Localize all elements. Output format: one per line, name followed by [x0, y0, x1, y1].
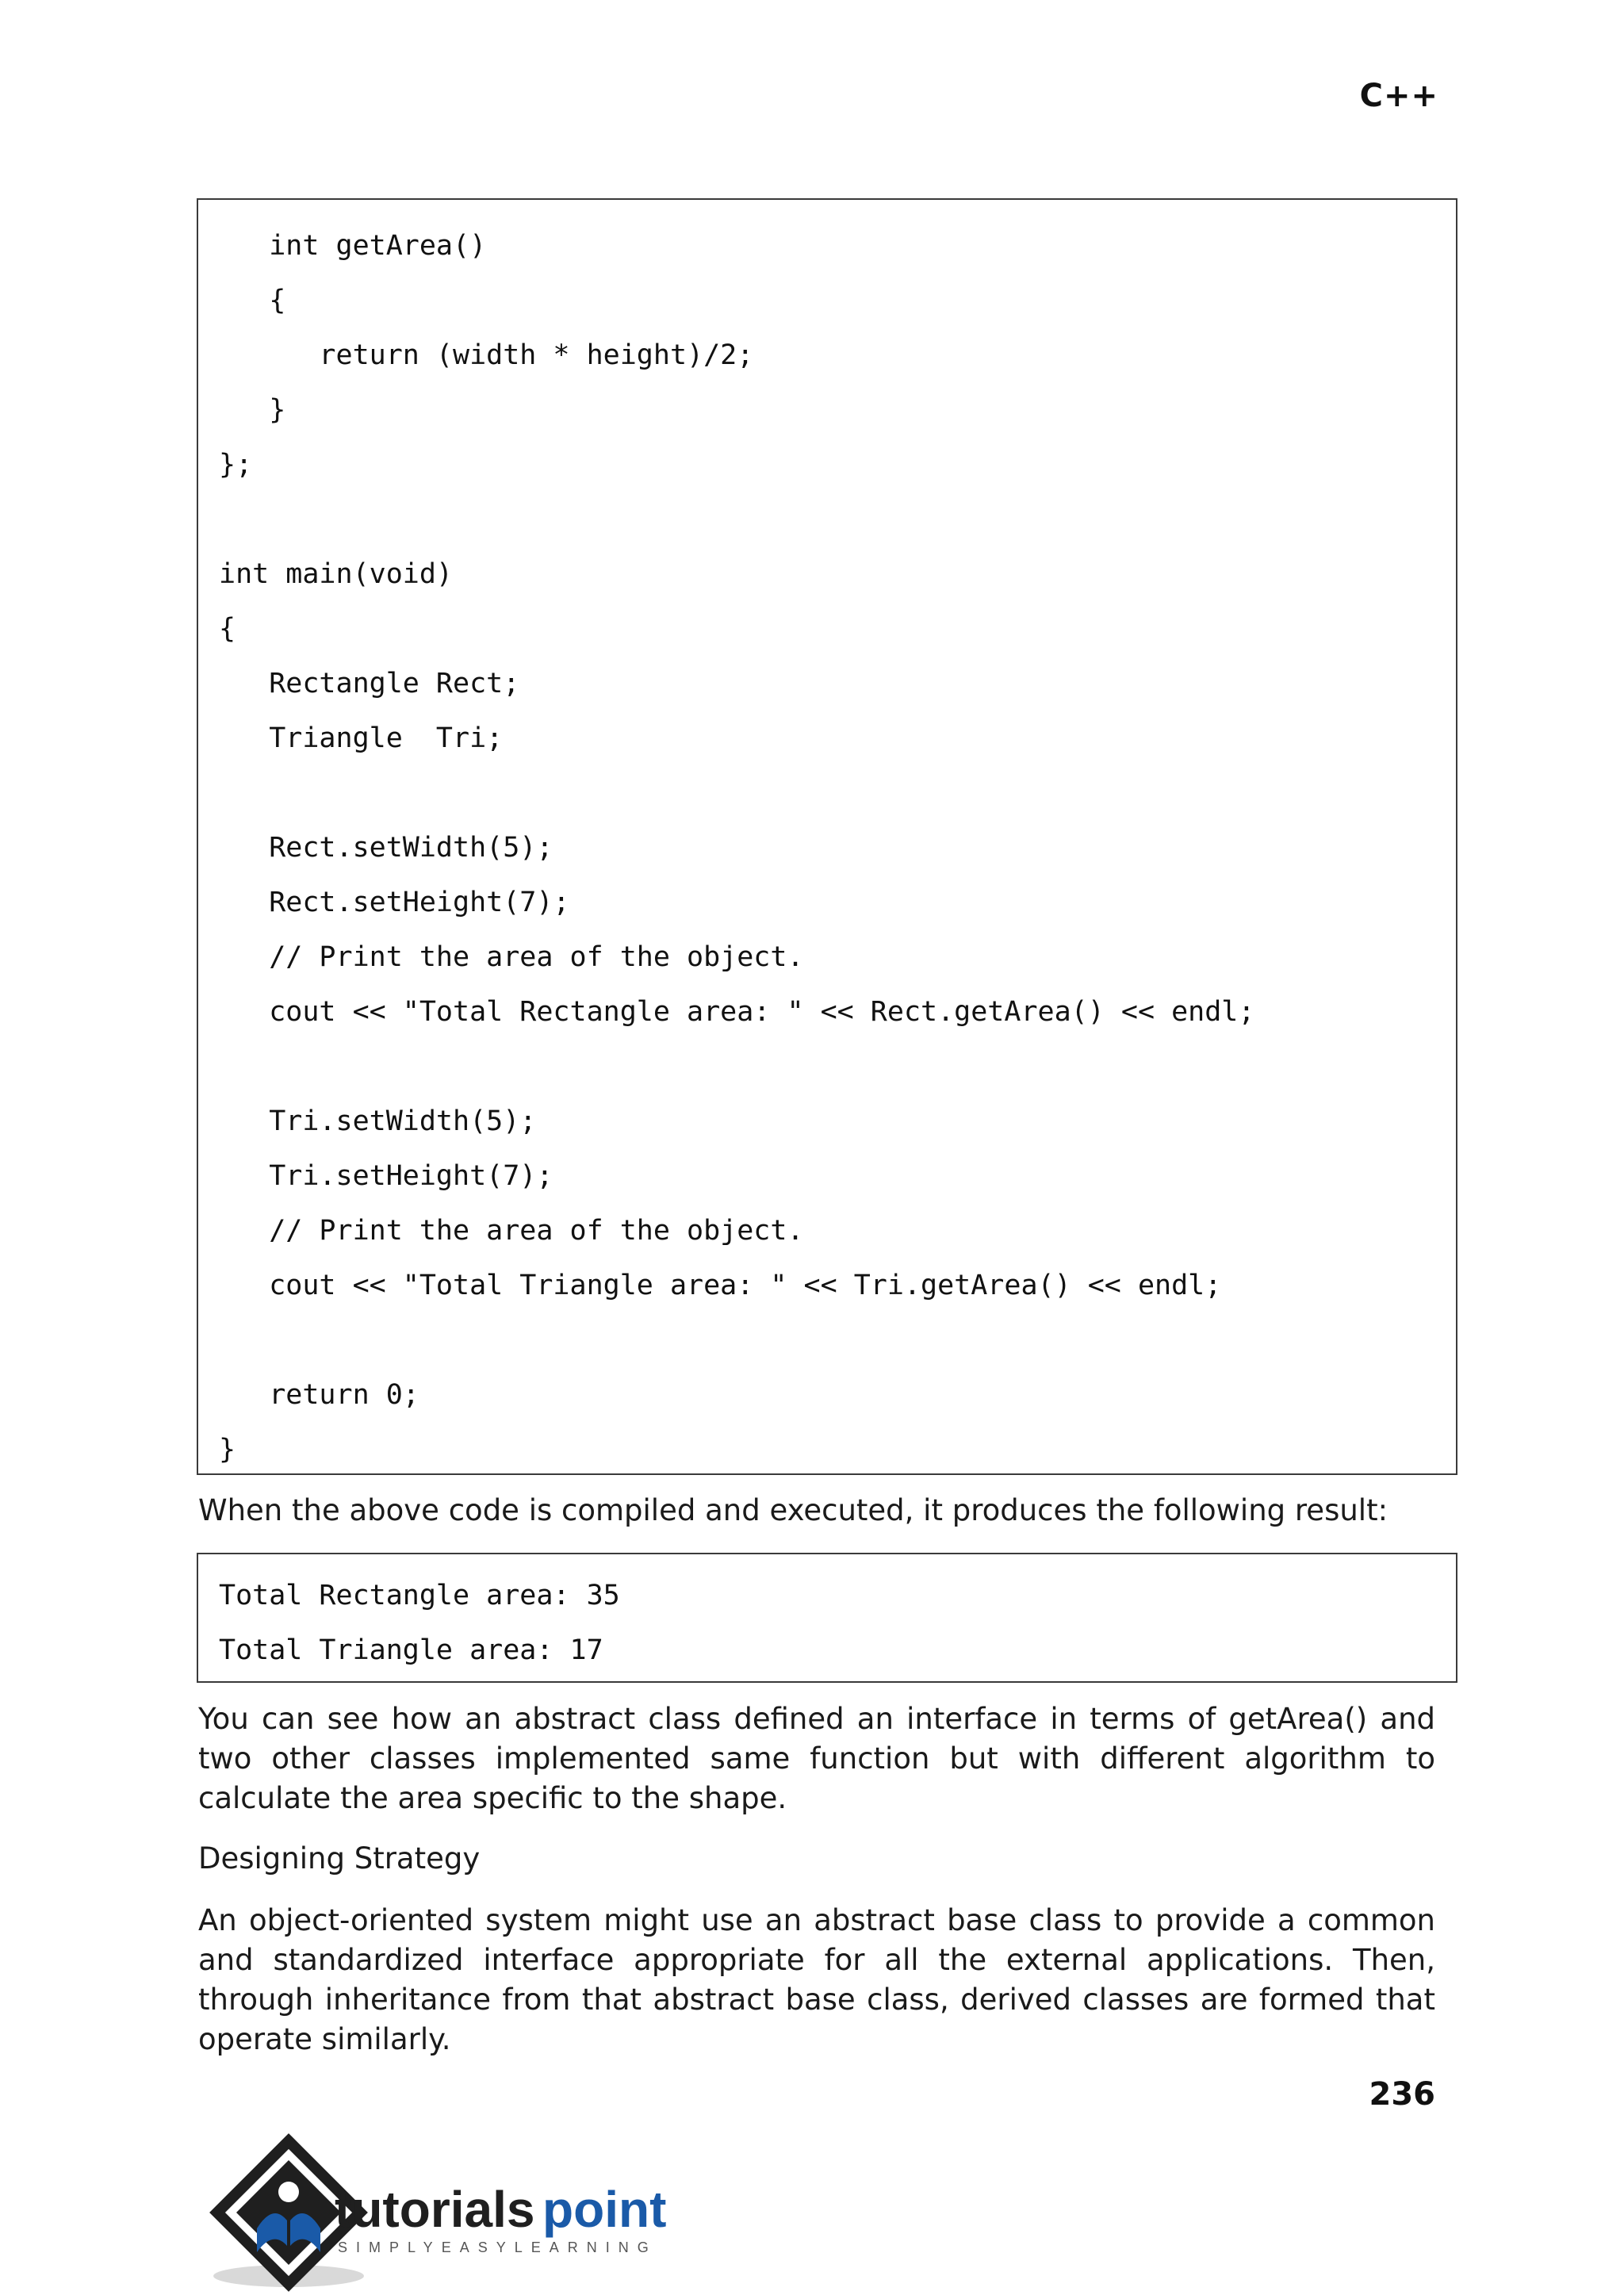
code-line: int main(void)	[219, 558, 454, 590]
code-line	[219, 1040, 1435, 1094]
code-line: };	[219, 449, 253, 481]
code-line: cout << "Total Triangle area: " << Tri.getArea() << endl;	[219, 1270, 1222, 1301]
code-line	[219, 1313, 1435, 1368]
page-header-title: C++	[1359, 78, 1438, 114]
code-line: Tri.setHeight(7);	[219, 1160, 553, 1192]
logo-text-point: point	[542, 2181, 667, 2238]
code-line: Tri.setWidth(5);	[219, 1105, 537, 1137]
code-line: Rect.setWidth(5);	[219, 832, 553, 864]
code-line: Triangle Tri;	[219, 722, 504, 754]
logo-tagline: SIMPLYEASYLEARNING	[338, 2239, 657, 2255]
tutorialspoint-logo	[193, 2133, 685, 2292]
logo-graphic	[193, 2133, 685, 2292]
code-line: // Print the area of the object.	[219, 941, 804, 973]
code-line: return (width * height)/2;	[219, 339, 754, 371]
explanation-paragraph: You can see how an abstract class defined an interface in terms of getArea() and two other classes implemented same function but with different algorithm to calculate the area specific to the shape.	[198, 1702, 1435, 1815]
code-line: }	[219, 1434, 236, 1466]
page-number: 236	[1369, 2076, 1435, 2113]
code-line: Rectangle Rect;	[219, 668, 520, 699]
output-line: Total Rectangle area: 35	[219, 1580, 620, 1611]
code-line: {	[219, 285, 286, 316]
code-line	[219, 492, 1435, 547]
output-block	[197, 1553, 1457, 1683]
section-heading: Designing Strategy	[198, 1841, 481, 1875]
code-line: cout << "Total Rectangle area: " << Rect.getArea() << endl;	[219, 996, 1255, 1028]
code-line: return 0;	[219, 1379, 419, 1411]
code-block	[197, 198, 1457, 1475]
code-line: Rect.setHeight(7);	[219, 887, 570, 918]
output-line: Total Triangle area: 17	[219, 1634, 603, 1666]
code-line: // Print the area of the object.	[219, 1215, 804, 1247]
code-line: {	[219, 613, 236, 645]
result-intro-text: When the above code is compiled and executed, it produces the following result:	[198, 1493, 1388, 1527]
strategy-paragraph: An object-oriented system might use an abstract base class to provide a common and standardized interface appropriate for all the external applications. Then, through inheritance from that abstract base class, derived classes are formed that operate similarly.	[198, 1903, 1435, 2056]
code-line: }	[219, 394, 286, 426]
code-line: int getArea()	[219, 230, 487, 262]
logo-text-tutorials: tutorials	[335, 2181, 535, 2238]
code-line	[219, 766, 1435, 821]
